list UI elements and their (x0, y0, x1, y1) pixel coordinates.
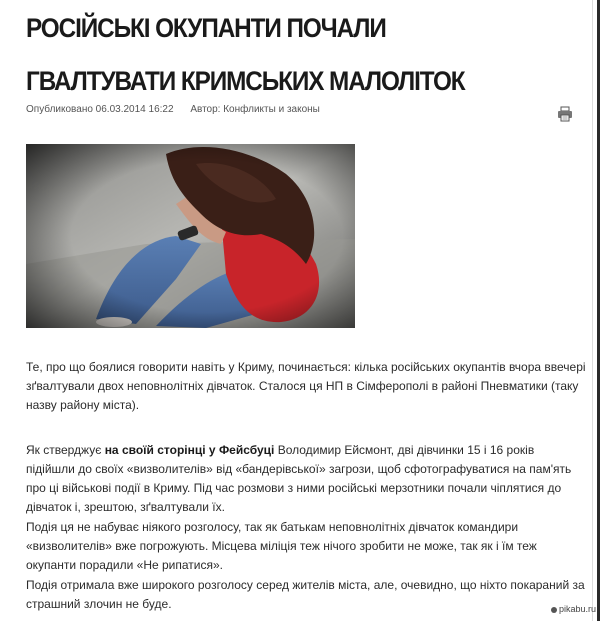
paragraph-2-text-start: Як стверджує (26, 443, 105, 457)
paragraph-3: Подія ця не набуває ніякого розголосу, так як батькам неповнолітніх дівчаток командири «визволителів» вже погрожують. Місцева міліція теж нічого зробити не може, так як і їм теж окупанти порадили «Не рипатися». (26, 520, 537, 572)
article-author: Автор: Конфликты и законы (190, 104, 320, 115)
article-meta (26, 104, 334, 115)
paragraph-2 (26, 441, 586, 517)
paragraph-2-text-end: Володимир Ейсмонт, дві дівчинки 15 і 16 років підійшли до своїх «визволителів» від «бандерівської» загрози, щоб сфотографуватися на пам'ять про ці військові події в Криму. Під час розмови з ними російські мерзотники почали чіплятися до дівчаток і, зрештою, зґвалтували їх. (26, 443, 572, 514)
watermark (551, 604, 596, 614)
published-date: Опубликовано 06.03.2014 16:22 (26, 104, 174, 115)
paragraph-1: Те, про що боялися говорити навіть у Криму, починається: кілька російських окупантів вчора ввечері зґвалтували двох неповнолітніх дівчаток. Сталося ця НП в Сімферополі в районі Пневматики (таку назву району міста). (26, 360, 586, 412)
watermark-text: pikabu.ru (559, 604, 597, 614)
article-photo (26, 144, 355, 328)
page-edge-line (592, 0, 593, 621)
paragraph-4: Подія отримала вже широкого розголосу серед жителів міста, але, очевидно, що ніхто покараний за страшний злочин не буде. (26, 578, 585, 611)
printer-icon[interactable] (557, 106, 573, 122)
pikabu-logo-icon (551, 607, 557, 613)
article-title: РОСІЙСЬКІ ОКУПАНТИ ПОЧАЛИ ГВАЛТУВАТИ КРИМСЬКИХ МАЛОЛІТОК (26, 13, 465, 96)
facebook-page-link[interactable]: на своїй сторінці у Фейсбуці (104, 443, 275, 457)
